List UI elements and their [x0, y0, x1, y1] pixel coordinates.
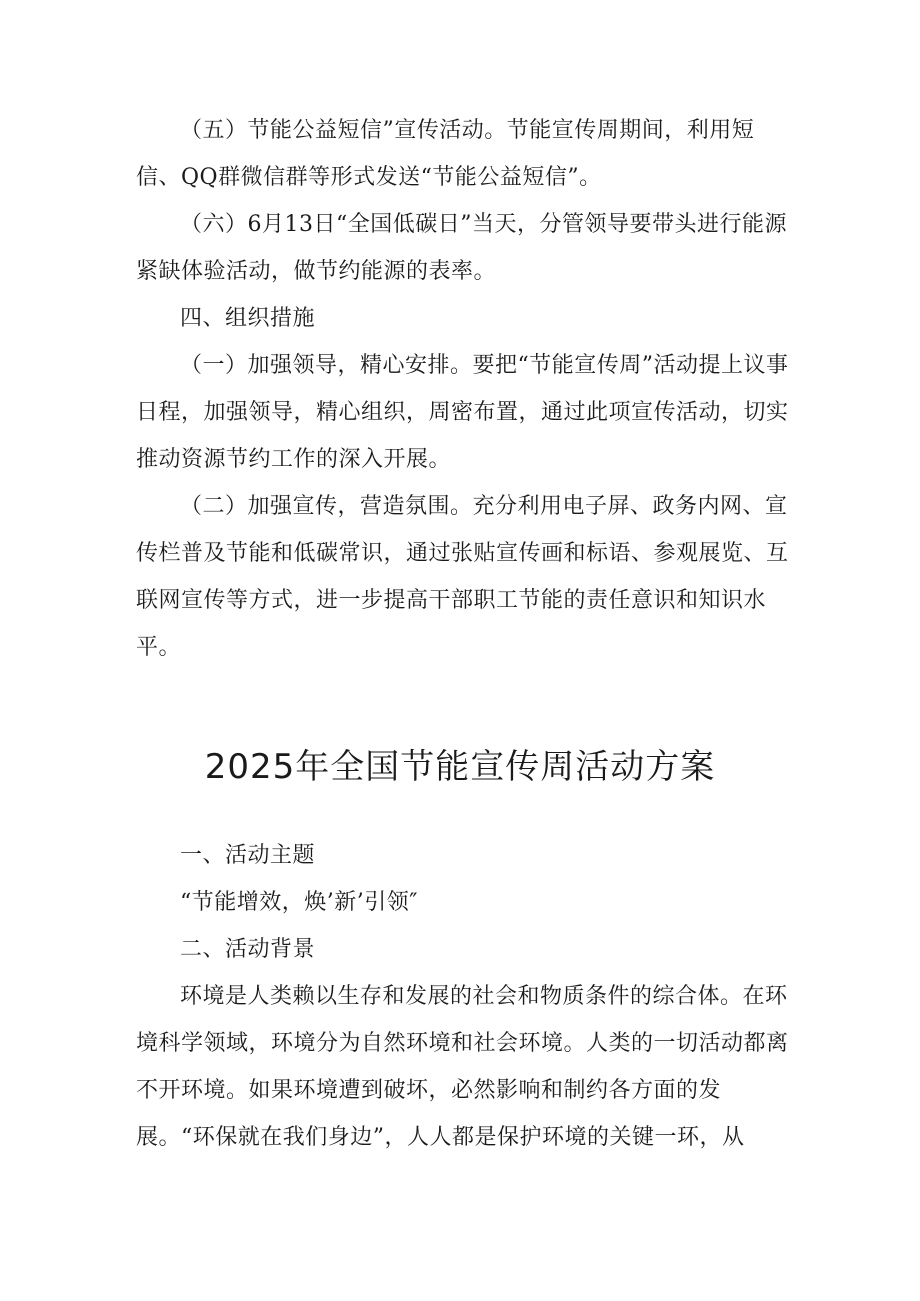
paragraph-one-leadership: （一）加强领导，精心安排。要把“节能宣传周”活动提上议事日程，加强领导，精心组织，周密布置，通过此项宣传活动，切实推动资源节约工作的深入开展。 — [136, 353, 789, 472]
top-section — [136, 107, 792, 671]
activity-theme-slogan: “节能增效，焕’新’引领″ — [180, 890, 418, 915]
bottom-section — [136, 832, 792, 1161]
paragraph-six-low-carbon-day: （六）6月13日“全国低碳日”当天，分管领导要带头进行能源紧缺体验活动，做节约能源的表率。 — [136, 212, 787, 284]
heading-activity-theme: 一、活动主题 — [180, 843, 316, 868]
paragraph-five-sms-campaign: （五）节能公益短信”宣传活动。节能宣传周期间，利用短信、QQ群微信群等形式发送“节能公益短信”。 — [136, 118, 755, 190]
paragraph-two-publicity: （二）加强宣传，营造氛围。充分利用电子屏、政务内网、宣传栏普及节能和低碳常识，通过张贴宣传画和标语、参观展览、互联网宣传等方式，进一步提高干部职工节能的责任意识和知识水平。 — [136, 494, 789, 660]
paragraph-environment: 环境是人类赖以生存和发展的社会和物质条件的综合体。在环境科学领域，环境分为自然环境和社会环境。人类的一切活动都离不开环境。如果环境遭到破坏，必然影响和制约各方面的发展。“环保就在我们身边”，人人都是保护环境的关键一环，从 — [136, 984, 789, 1150]
heading-organization-measures: 四、组织措施 — [180, 306, 316, 331]
heading-activity-background: 二、活动背景 — [180, 937, 316, 962]
document-title: 2025年全国节能宣传周活动方案 — [204, 747, 716, 787]
